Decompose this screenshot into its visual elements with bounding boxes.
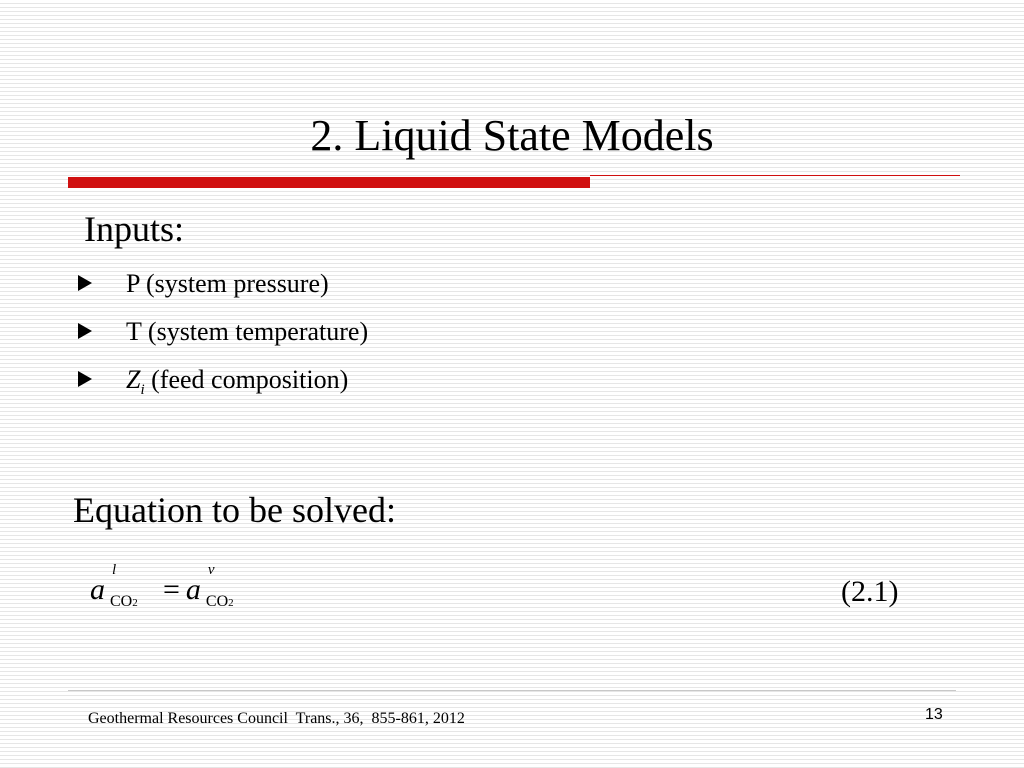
arrowhead-icon [78, 275, 92, 291]
bullet-variable: Z [126, 365, 141, 394]
bullet-text-pressure: P (system pressure) [126, 269, 329, 298]
footer-divider [68, 690, 956, 691]
bullet-text-temperature: T (system temperature) [126, 317, 369, 346]
arrowhead-icon [78, 323, 92, 339]
equation-lhs-subscript-index: 2 [132, 597, 138, 609]
equation [90, 562, 259, 612]
title-underline-thin [590, 175, 960, 176]
equation-rhs-subscript-index: 2 [228, 597, 234, 609]
equation-lhs [90, 562, 163, 612]
equation-heading: Equation to be solved: [73, 490, 396, 530]
bullet-variable-subscript: i [140, 382, 145, 399]
arrowhead-icon [78, 371, 92, 387]
equation-equals: = [163, 573, 180, 606]
bullet-text-composition: (feed composition) [144, 365, 349, 394]
equation-rhs-variable: a [185, 573, 201, 606]
inputs-list [74, 264, 368, 408]
equation-rhs-superscript: v [207, 562, 215, 578]
equation-lhs-variable: a [90, 573, 105, 606]
equation-rhs [185, 562, 259, 612]
title-underline-thick [68, 177, 590, 188]
equation-rhs-subscript-species: CO [205, 593, 229, 610]
list-item [74, 312, 368, 360]
inputs-heading: Inputs: [84, 209, 185, 249]
list-item [74, 360, 368, 408]
equation-lhs-subscript [110, 592, 138, 613]
footer-reference: Geothermal Resources Council Trans., 36, 855-861, 2012 [88, 710, 465, 727]
list-item [74, 264, 368, 312]
slide-title: 2. Liquid State Models [310, 111, 714, 160]
equation-lhs-superscript: l [112, 562, 117, 578]
page-number: 13 [925, 706, 943, 723]
equation-rhs-subscript [206, 592, 234, 613]
equation-lhs-subscript-species: CO [110, 593, 133, 610]
equation-number: (2.1) [841, 575, 899, 608]
